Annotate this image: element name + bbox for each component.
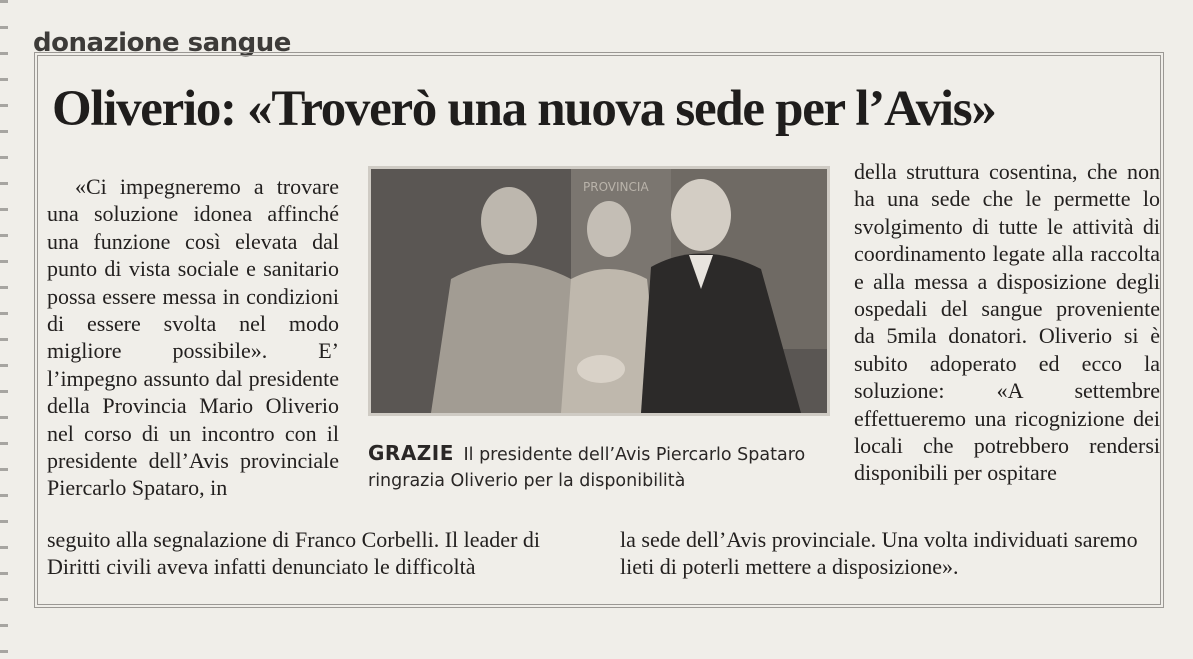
handshake-photo-illustration (371, 169, 827, 413)
photo-caption (368, 440, 838, 494)
article-headline: Oliverio: «Troverò una nuova sede per l’Avis» (52, 81, 996, 137)
caption-text: Il presidente dell’Avis Piercarlo Spataro ringrazia Oliverio per la disponibilità (368, 445, 806, 491)
caption-lead: GRAZIE (368, 441, 454, 465)
article-body-left-column (47, 173, 339, 502)
photo-sign-text: PROVINCIA (583, 180, 649, 194)
article-photo (368, 166, 830, 416)
section-label: donazione sangue (33, 28, 291, 58)
page-margin-marks (0, 0, 8, 659)
article-body-bottom-right: la sede dell’Avis provinciale. Una volta individuati saremo lieti di poterli mettere a disposizione». (620, 527, 1138, 580)
article-body-right-column: della struttura cosentina, che non ha una sede che le permette lo svolgimento di tutte le attività di coordinamento legate alla raccolta e alla messa a disposizione degli ospedali del sangue proveniente da 5mila donatori. Oliverio si è subito adoperato ed ecco la soluzione: «A settembre effettueremo una ricognizione dei locali che potrebbero rendersi disponibili per ospitare (854, 159, 1160, 486)
article-body-bottom-left: seguito alla segnalazione di Franco Corbelli. Il leader di Diritti civili aveva infatti denunciato le difficoltà (47, 527, 541, 580)
left-column-text: «Ci impegneremo a trovare una soluzione idonea affinché una funzione così elevata dal punto di vista sociale e sanitario possa essere messa in condizioni di essere svolta nel modo migliore possibile». E’ l’impegno assunto dal presidente della Provincia Mario Oliverio nel corso di un incontro con il presidente dell’Avis provinciale Piercarlo Spataro, in (47, 174, 339, 501)
